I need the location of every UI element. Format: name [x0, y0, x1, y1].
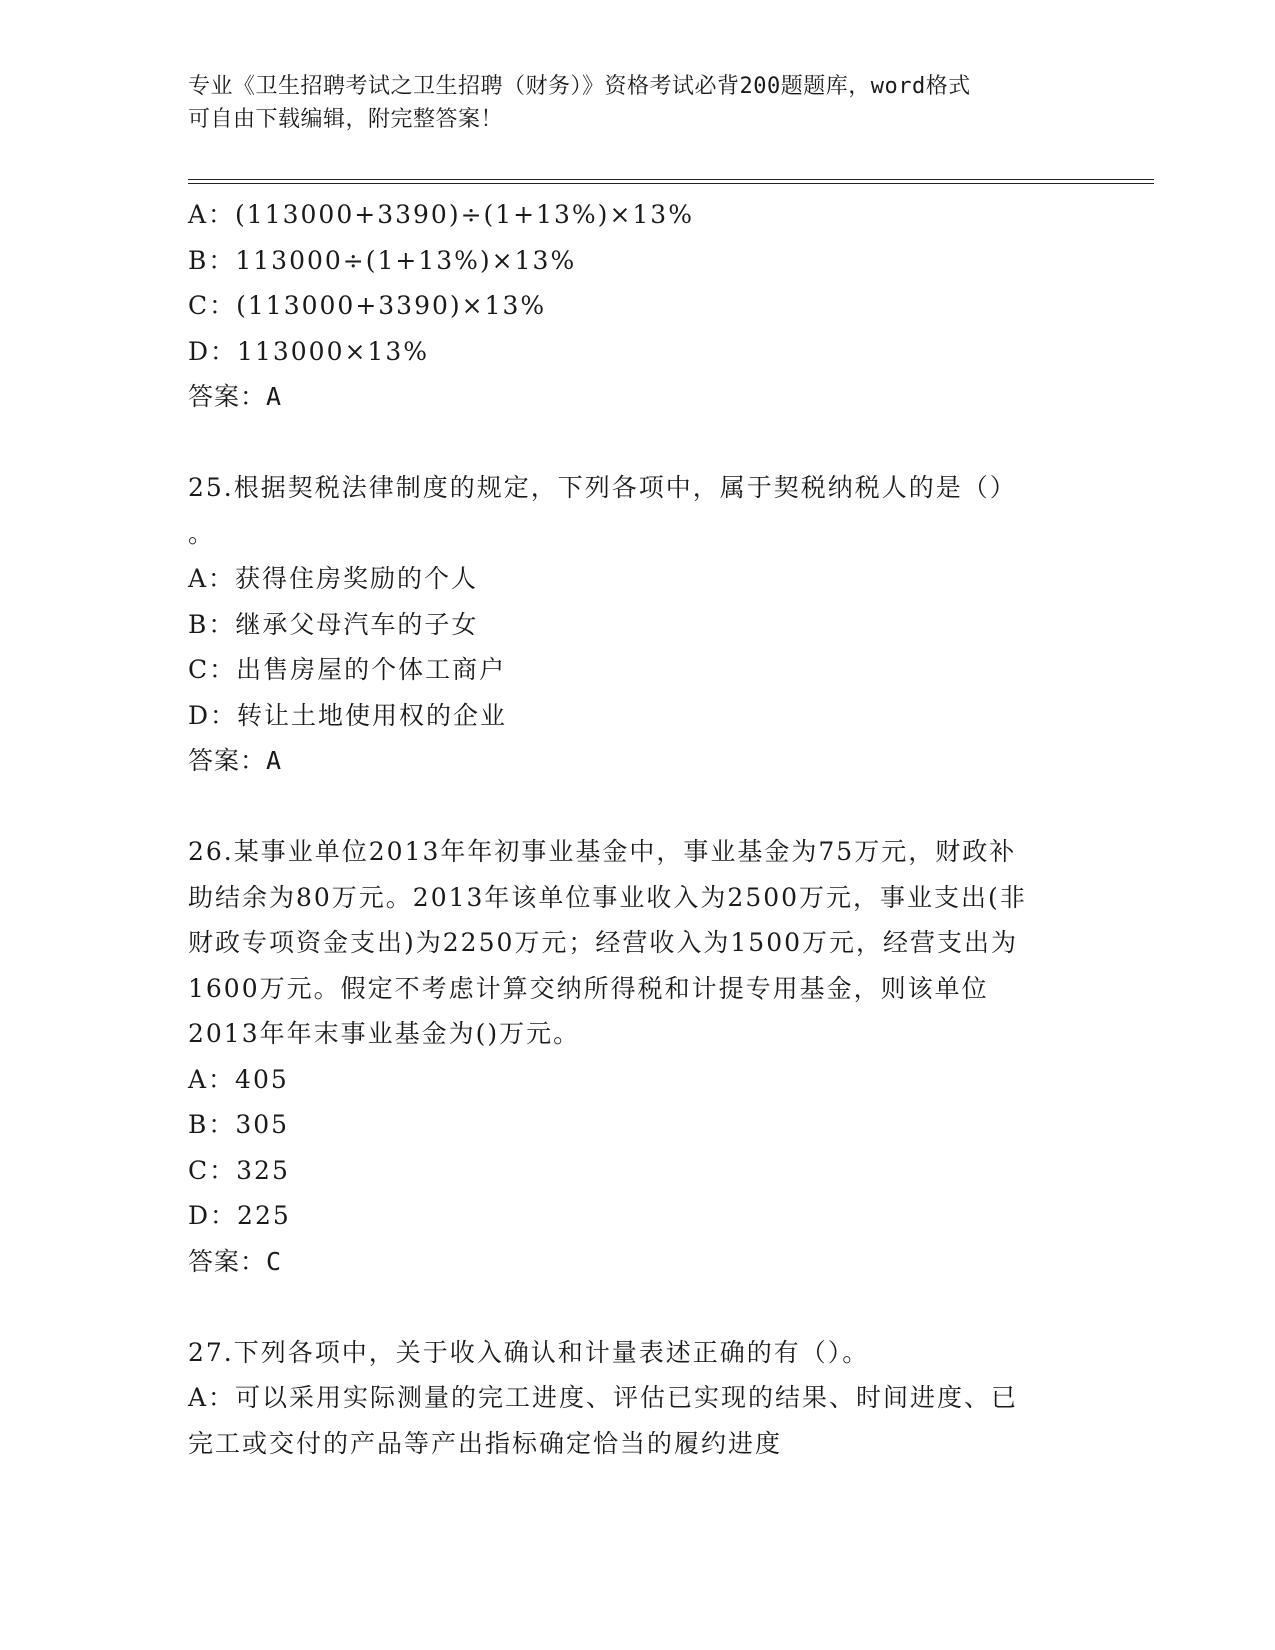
option-a: A：可以采用实际测量的完工进度、评估已实现的结果、时间进度、已 [188, 1383, 1019, 1412]
option-c: C：(113000+3390)×13% [188, 291, 547, 320]
option-d: D：113000×13% [188, 336, 429, 366]
option-a: A：(113000+3390)÷(1+13%)×13% [188, 200, 694, 229]
option-a: A：获得住房奖励的个人 [188, 564, 479, 593]
answer-line: 答案：A [188, 382, 283, 411]
option-a: A：405 [188, 1064, 289, 1094]
answer-line: 答案：A [188, 746, 283, 775]
question-stem-continuation: 。 [188, 518, 216, 548]
header-title-line-1: 专业《卫生招聘考试之卫生招聘（财务）》资格考试必背200题题库，word格式 [188, 74, 971, 99]
question-content [188, 192, 1088, 1466]
option-d: D：225 [188, 1201, 291, 1230]
spacer [188, 420, 1088, 466]
document-header [188, 70, 1088, 136]
question-stem: 25.根据契税法律制度的规定，下列各项中，属于契税纳税人的是（） [188, 473, 1017, 502]
question-27 [188, 1330, 1088, 1467]
question-stem-line-2: 助结余为80万元。2013年该单位事业收入为2500万元，事业支出(非 [188, 882, 1027, 912]
option-b: B：113000÷(1+13%)×13% [188, 245, 577, 275]
question-25 [188, 465, 1088, 784]
question-stem-line-3: 财政专项资金支出)为2250万元；经营收入为1500万元，经营支出为 [188, 928, 1019, 957]
header-title-line-2: 可自由下载编辑，附完整答案！ [188, 107, 504, 132]
option-d: D：转让土地使用权的企业 [188, 700, 508, 730]
question-26 [188, 829, 1088, 1284]
question-stem-line-1: 26.某事业单位2013年年初事业基金中，事业基金为75万元，财政补 [188, 837, 1017, 866]
question-stem-line-5: 2013年年末事业基金为()万元。 [188, 1019, 581, 1048]
option-b: B：继承父母汽车的子女 [188, 609, 479, 639]
option-a-continuation: 完工或交付的产品等产出指标确定恰当的履约进度 [188, 1428, 783, 1458]
spacer [188, 784, 1088, 830]
option-b: B：305 [188, 1110, 290, 1139]
option-c: C：325 [188, 1155, 290, 1185]
question-24-tail [188, 192, 1088, 420]
spacer [188, 1284, 1088, 1330]
question-stem: 27.下列各项中，关于收入确认和计量表述正确的有（）。 [188, 1337, 870, 1367]
answer-line: 答案：C [188, 1246, 283, 1276]
header-divider-bottom [188, 183, 1154, 184]
option-c: C：出售房屋的个体工商户 [188, 655, 507, 684]
header-divider-top [188, 179, 1154, 180]
question-stem-line-4: 1600万元。假定不考虑计算交纳所得税和计提专用基金，则该单位 [188, 973, 989, 1003]
